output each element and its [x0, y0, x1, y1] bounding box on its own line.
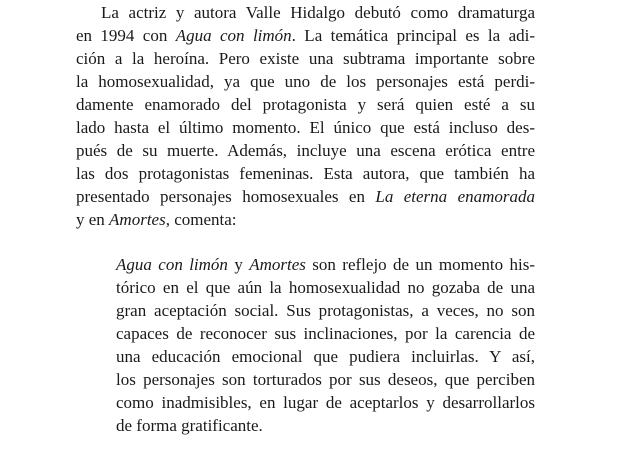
document-page — [76, 0, 535, 231]
text-run: tórico en el que aún la homosexualidad no gozaba de una — [116, 278, 535, 297]
text-run: pués de su muerte. Además, incluye una escena erótica entre — [76, 141, 535, 160]
italic-title: La eterna enamorada — [375, 187, 536, 206]
text-run: ción a la heroína. Pero existe una subtrama importante sobre — [76, 49, 535, 68]
quote-line — [116, 322, 535, 345]
paragraph-line — [76, 116, 535, 139]
text-run: presentado personajes homosexuales en — [76, 187, 376, 206]
paragraph-line — [76, 1, 535, 24]
paragraph-line — [76, 185, 535, 208]
text-run: en 1994 con — [76, 26, 176, 45]
quote-line — [116, 414, 535, 437]
quote-line — [116, 368, 535, 391]
text-run: como inadmisibles, en lugar de aceptarlos y desarrollarlos — [116, 393, 535, 412]
text-run: La actriz y autora Valle Hidalgo debutó como dramaturga — [101, 3, 535, 22]
quote-line — [116, 299, 535, 322]
text-run: y en — [76, 210, 110, 229]
quote-line — [116, 276, 535, 299]
body-paragraph — [76, 1, 535, 231]
paragraph-line — [76, 139, 535, 162]
text-run: los personajes son torturados por sus deseos, que perciben — [116, 370, 535, 389]
paragraph-line — [76, 24, 535, 47]
paragraph-line — [76, 162, 535, 185]
text-run: y — [227, 255, 250, 274]
text-run: gran aceptación social. Sus protagonistas, a veces, no son — [116, 301, 535, 320]
text-run: la homosexualidad, ya que uno de los personajes está perdi- — [76, 72, 535, 91]
text-run: de forma gratificante. — [116, 416, 263, 435]
text-run: lado hasta el último momento. El único que está incluso des- — [76, 118, 535, 137]
text-run: las dos protagonistas femeninas. Esta autora, que también ha — [76, 164, 535, 183]
quote-line — [116, 253, 535, 276]
text-run: . La temática principal es la adi- — [291, 26, 535, 45]
text-run: capaces de reconocer sus inclinaciones, por la carencia de — [116, 324, 535, 343]
italic-title: Amortes — [109, 210, 166, 229]
paragraph-line — [76, 93, 535, 116]
italic-title: Amortes — [249, 255, 306, 274]
text-run: , comenta: — [165, 210, 237, 229]
text-run: damente enamorado del protagonista y será quien esté a su — [76, 95, 535, 114]
block-quote — [116, 253, 535, 437]
quote-line — [116, 345, 535, 368]
quote-line — [116, 391, 535, 414]
paragraph-line — [76, 208, 535, 231]
paragraph-line — [76, 47, 535, 70]
text-run: una educación emocional que pudiera incluirlas. Y así, — [116, 347, 535, 366]
paragraph-line — [76, 70, 535, 93]
italic-title: Agua con limón — [175, 26, 292, 45]
text-run: son reflejo de un momento his- — [305, 255, 535, 274]
italic-title: Agua con limón — [116, 255, 228, 274]
